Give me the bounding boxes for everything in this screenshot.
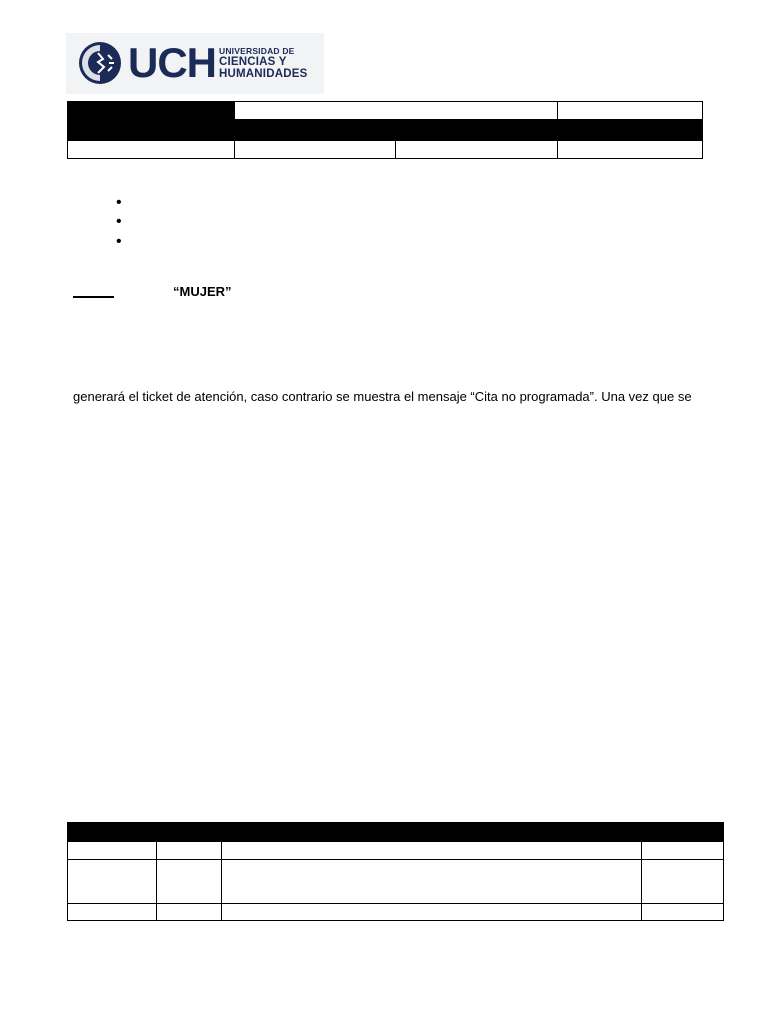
table-cell	[67, 859, 157, 904]
header-cell-row2-2	[234, 140, 396, 159]
header-cell-row2-4	[557, 140, 703, 159]
logo-university-name	[219, 46, 307, 80]
uch-seal-icon	[78, 41, 122, 85]
paragraph-line: generará el ticket de atención, caso contrario se muestra el mensaje “Cita no programada”. Una vez que se	[73, 389, 692, 404]
table-cell	[156, 841, 222, 860]
table-cell	[156, 859, 222, 904]
list-item: •	[116, 233, 122, 250]
logo-line-1: UNIVERSIDAD DE	[219, 46, 295, 56]
table-cell	[641, 859, 724, 904]
table-cell	[67, 903, 157, 921]
table-cell	[67, 841, 157, 860]
bottom-table-header	[67, 822, 724, 842]
table-cell	[641, 841, 724, 860]
header-cell-row2-1	[67, 140, 235, 159]
heading-underline	[73, 296, 114, 298]
table-cell	[221, 859, 642, 904]
header-cell-code	[557, 101, 703, 120]
table-cell	[221, 841, 642, 860]
header-band	[234, 119, 703, 140]
header-cell-subject	[234, 101, 558, 120]
heading-word: “MUJER”	[173, 284, 232, 299]
table-cell	[221, 903, 642, 921]
table-cell	[156, 903, 222, 921]
list-item: •	[116, 213, 122, 230]
header-cell-row2-3	[395, 140, 558, 159]
logo-line-2: CIENCIAS Y	[219, 56, 287, 68]
table-cell	[641, 903, 724, 921]
header-cell-title	[67, 101, 235, 140]
list-item: •	[116, 194, 122, 211]
logo-line-3: HUMANIDADES	[219, 68, 308, 80]
university-logo	[66, 33, 324, 94]
logo-wordmark: UCH	[128, 39, 216, 86]
